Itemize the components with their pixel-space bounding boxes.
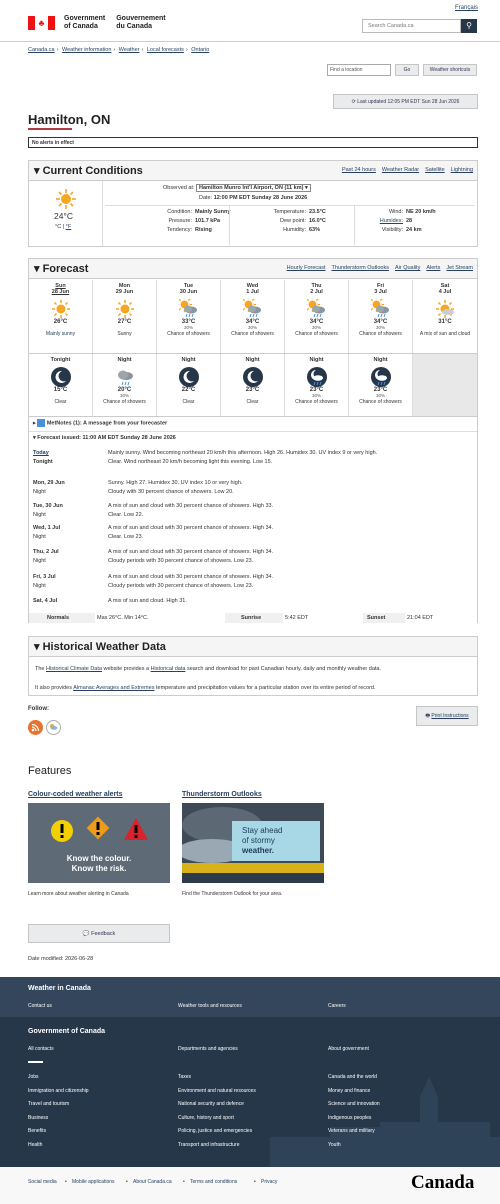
day-condition: A mix of sun and cloud: [419, 331, 471, 337]
current-conditions-title[interactable]: ▾ Current Conditions: [34, 165, 143, 177]
forecast-day[interactable]: [93, 280, 157, 353]
day-date: 30 Jun: [179, 289, 198, 295]
night-icon-wrap: [221, 367, 284, 387]
day-icon-wrap: [29, 299, 92, 319]
date-label: Date:: [199, 195, 213, 201]
forecast-night[interactable]: [221, 354, 285, 416]
forecast-day[interactable]: [285, 280, 349, 353]
day-pop: 30%: [183, 325, 193, 330]
day-condition: Mainly sunny: [45, 331, 76, 337]
cc-col3-values: [406, 208, 436, 235]
detail-period: Sat, 4 Jul: [33, 598, 58, 604]
footer-topic-link[interactable]: Money and finance: [328, 1087, 371, 1094]
canada-wordmark: Canada: [411, 1172, 475, 1193]
night-name: Tonight: [50, 357, 71, 363]
search-input[interactable]: Search Canada.ca: [362, 19, 461, 33]
day-name: Mon: [118, 283, 131, 289]
temperature-label: Temperature:: [273, 209, 306, 215]
follow-label: Follow:: [28, 706, 49, 712]
night-name: Night: [245, 357, 260, 363]
footer-bottom-bar: [0, 1167, 500, 1204]
humidity-label: Humidity:: [283, 227, 306, 233]
sunrise-label: Sunrise: [241, 615, 262, 621]
feedback-label: Feedback: [91, 931, 116, 937]
footer-topic-link[interactable]: Transport and infrastructure: [178, 1141, 240, 1148]
forecast-issued-toggle[interactable]: ▾ Forecast issued: 11:00 AM EDT Sunday 28 June 2026: [33, 435, 176, 441]
day-date: 28 Jun: [51, 289, 70, 295]
day-name: Sun: [55, 283, 66, 289]
feature-desc-thunderstorm: Find the Thunderstorm Outlook for your area.: [182, 891, 283, 897]
breadcrumb-item[interactable]: Weather information: [61, 47, 112, 53]
day-pop: 30%: [247, 325, 257, 330]
footer-government-section: [0, 1017, 500, 1167]
detail-text-night: Cloudy periods with 30 percent chance of showers. Low 23.: [108, 582, 254, 589]
link-weather-radar[interactable]: Weather Radar: [381, 167, 420, 173]
detail-text: A mix of sun and cloud. High 31.: [108, 598, 187, 604]
cc-col3-labels: [359, 208, 403, 235]
moon-icon: [179, 367, 199, 387]
forecast-night[interactable]: [285, 354, 349, 416]
footer-bottom-link[interactable]: Terms and conditions: [190, 1179, 238, 1185]
day-icon-wrap: [285, 299, 348, 319]
day-name: Tue: [183, 283, 194, 289]
almanac-link[interactable]: Almanac Averages and Extremes: [73, 685, 155, 691]
link-satellite[interactable]: Satellite: [425, 167, 445, 173]
station-value: Hamilton Munro Int'l Airport, ON (11 km): [199, 185, 304, 191]
day-condition: Chance of showers: [295, 331, 338, 337]
detail-text: A mix of sun and cloud with 30 percent chance of showers. High 34.: [108, 525, 274, 531]
day-temp: 34°C: [309, 319, 324, 325]
day-temp: 26°C: [53, 319, 68, 325]
historical-climate-data-link[interactable]: Historical Climate Data: [46, 666, 102, 672]
page-title: Hamilton, ON: [28, 112, 111, 127]
divider: [29, 431, 477, 432]
print-label: Print Instructions: [431, 713, 469, 719]
forecast-day[interactable]: [349, 280, 413, 353]
canada-flag-icon: ♣: [28, 16, 55, 30]
footer-topic-link[interactable]: Canada and the world: [328, 1074, 377, 1080]
unit-toggle: °C | °F: [55, 224, 72, 230]
cloud-rain-icon: [115, 367, 135, 387]
dewpoint-label: Dew point:: [280, 218, 306, 224]
link-hourly-forecast[interactable]: Hourly Forecast: [286, 265, 326, 271]
day-date: 2 Jul: [310, 289, 323, 295]
detail-period-night: Night: [33, 533, 46, 540]
parliament-silhouette: [270, 1077, 500, 1167]
day-temp: 31°C: [438, 319, 452, 325]
day-date: 4 Jul: [438, 289, 452, 295]
feedback-button[interactable]: [28, 924, 170, 943]
footer-link-contact[interactable]: Contact us: [28, 1003, 52, 1009]
storm-img-line1: Stay ahead: [242, 826, 283, 835]
alerts-img-line1: Know the colour.: [66, 854, 132, 863]
storm-img-line3: weather.: [242, 846, 275, 855]
detail-text-night: Clear. Low 23.: [108, 533, 144, 540]
historical-data-link[interactable]: Historical data: [150, 666, 186, 672]
breadcrumb-item[interactable]: Local forecasts: [146, 47, 184, 53]
footer-link-all-contacts[interactable]: All contacts: [28, 1046, 54, 1052]
forecast-day[interactable]: [29, 280, 93, 353]
storm-img-line2: of stormy: [242, 836, 275, 845]
night-temp: 15°C: [53, 387, 68, 393]
footer-topic-link[interactable]: Business: [28, 1114, 49, 1121]
night-icon-wrap: [349, 367, 412, 387]
night-condition: Chance of showers: [359, 399, 402, 405]
sun-cloud-rain-icon: [307, 299, 327, 319]
day-temp: 34°C: [373, 319, 388, 325]
footer-link-careers[interactable]: Careers: [328, 1003, 346, 1009]
footer-topic-link[interactable]: Veterans and military: [328, 1128, 375, 1134]
divider: [105, 205, 475, 206]
sig-en-1: Government: [64, 15, 106, 22]
thunderstorm-image: [182, 803, 324, 883]
forecast-title[interactable]: ▾ Forecast: [34, 263, 89, 275]
day-icon-wrap: [349, 299, 412, 319]
weather-alerts-image: [28, 803, 170, 883]
footer-weather-section: [0, 977, 500, 1017]
sunset-value: 21:04 EDT: [405, 613, 477, 623]
current-conditions-panel: [28, 160, 478, 247]
day-icon-wrap: [93, 299, 156, 319]
breadcrumb-item[interactable]: Canada.ca: [28, 47, 55, 53]
weather-shortcuts-button[interactable]: Weather shortcuts: [423, 64, 477, 76]
detail-text-night: Clear. Low 22.: [108, 511, 144, 518]
cc-col2-labels: [224, 208, 306, 235]
night-condition: Clear: [54, 399, 67, 405]
night-icon-wrap: [285, 367, 348, 387]
moon-cloud-rain-icon: [371, 367, 391, 387]
forecast-night[interactable]: [29, 354, 93, 416]
link-thunderstorm-outlooks[interactable]: Thunderstorm Outlooks: [331, 265, 389, 271]
date-modified: Date modified: 2026-06-28: [28, 956, 94, 962]
divider: [102, 181, 103, 246]
current-temperature: 24°C: [54, 211, 73, 221]
date-row: [199, 195, 307, 201]
detail-period[interactable]: Today: [33, 450, 49, 456]
cc-col1-labels: [122, 208, 192, 235]
moon-icon: [51, 367, 71, 387]
footer-topic-link[interactable]: Health: [28, 1141, 43, 1148]
day-condition: Chance of showers: [231, 331, 274, 337]
footer-divider: [28, 1061, 43, 1063]
metnotes-icon: [37, 419, 45, 427]
temperature-value: 23.5°C: [309, 209, 326, 215]
footer-separator: •: [65, 1179, 67, 1185]
tendency-label: Tendency:: [166, 227, 192, 233]
night-icon-wrap: [29, 367, 92, 387]
moon-cloud-rain-icon: [307, 367, 327, 387]
wind-label: Wind:: [388, 209, 403, 215]
night-condition: Chance of showers: [295, 399, 338, 405]
forecast-day[interactable]: [221, 280, 285, 353]
go-button[interactable]: Go: [395, 64, 419, 76]
moon-icon: [243, 367, 263, 387]
night-temp: 23°C: [309, 387, 324, 393]
forecast-day[interactable]: [413, 280, 477, 353]
night-pop: 30%: [375, 393, 385, 398]
metnotes-toggle[interactable]: ▸ MetNotes (1): A message from your forecaster: [33, 420, 168, 427]
night-temp: 23°C: [245, 387, 260, 393]
normals-value: Max 26°C. Min 14°C.: [95, 613, 225, 623]
footer-separator: •: [254, 1179, 256, 1185]
footer-topic-link[interactable]: Culture, history and sport: [178, 1114, 234, 1121]
forecast-detail-row: [33, 524, 473, 542]
forecast-panel: [28, 258, 478, 623]
pressure-value: 101.7 kPa: [195, 218, 221, 224]
condition-label: Condition:: [167, 209, 192, 215]
title-underline: [28, 128, 72, 130]
alerts-img-line2: Know the risk.: [71, 864, 127, 873]
search-icon: ⚲: [466, 21, 472, 30]
link-past-24-hours[interactable]: Past 24 hours: [341, 167, 376, 173]
historical-paragraph-1: The Historical Climate Data website provides a Historical data search and download for past Canadian hourly, daily and monthly weather data.: [35, 666, 381, 672]
sunset-label: Sunset: [367, 615, 386, 621]
visibility-label: Visibility:: [381, 227, 403, 233]
day-name: Fri: [376, 283, 385, 289]
metnotes-label: MetNotes (1): A message from your forecaster: [46, 420, 168, 427]
detail-period: Fri, 3 Jul: [33, 574, 56, 580]
print-instructions-button[interactable]: [416, 706, 478, 726]
feature-title-thunderstorm[interactable]: Thunderstorm Outlooks: [182, 791, 262, 798]
footer-separator: •: [183, 1179, 185, 1185]
sig-en-2: of Canada: [64, 23, 98, 30]
sig-fr-2: du Canada: [116, 23, 153, 30]
footer-bottom-link[interactable]: Privacy: [261, 1179, 278, 1185]
cc-col2-values: [309, 208, 326, 235]
day-condition: Sunny: [117, 331, 132, 337]
night-icon-wrap: [93, 367, 156, 387]
normals-label: Normals: [47, 615, 70, 621]
language-toggle-link[interactable]: Français: [454, 5, 478, 11]
day-condition: Chance of showers: [167, 331, 210, 337]
search-button[interactable]: [461, 19, 477, 33]
empty-night-cell: [413, 354, 477, 416]
sunrise-value: 5:42 EDT: [283, 613, 363, 623]
day-name: Thu: [311, 283, 322, 289]
sun-icon: [115, 299, 135, 319]
footer-separator: •: [126, 1179, 128, 1185]
detail-text-night: Cloudy periods with 30 percent chance of showers. Low 23.: [108, 557, 254, 564]
night-pop: 30%: [119, 393, 129, 398]
night-condition: Clear: [182, 399, 195, 405]
unit-celsius: °C: [55, 224, 62, 230]
footer-weather-title: Weather in Canada: [28, 985, 91, 992]
forecast-detail-row: [33, 502, 473, 520]
sun-icon: [56, 189, 76, 209]
humidity-value: 63%: [309, 227, 321, 233]
feature-desc-alerts: Learn more about weather alerting in Canada: [28, 891, 129, 897]
observed-label: Observed at:: [163, 185, 195, 191]
forecast-night[interactable]: [157, 354, 221, 416]
station-select[interactable]: Hamilton Munro Int'l Airport, ON (11 km) ▾: [196, 184, 311, 192]
forecast-detail-row: [33, 548, 473, 566]
footer-topic-link[interactable]: Indigenous peoples: [328, 1114, 372, 1121]
footer-topic-link[interactable]: Environment and natural resources: [178, 1087, 256, 1094]
detail-period-night: Tonight: [33, 458, 53, 465]
feature-title-alerts[interactable]: Colour-coded weather alerts: [28, 791, 123, 798]
footer-topic-link[interactable]: Jobs: [28, 1074, 39, 1080]
historical-panel: [28, 636, 478, 696]
header-divider: [0, 41, 500, 42]
footer-bottom-link[interactable]: About Canada.ca: [133, 1179, 172, 1185]
day-icon-wrap: [157, 299, 220, 319]
print-icon: 🖶: [425, 713, 432, 719]
detail-text: A mix of sun and cloud with 30 percent chance of showers. High 34.: [108, 549, 274, 555]
footer-topic-link[interactable]: Taxes: [178, 1074, 192, 1080]
breadcrumb-item[interactable]: Weather: [118, 47, 140, 53]
historical-title[interactable]: ▾ Historical Weather Data: [34, 641, 166, 653]
date-value: 12:00 PM EDT Sunday 28 June 2026: [213, 195, 308, 201]
day-pop: 30%: [311, 325, 321, 330]
night-condition: Clear: [246, 399, 259, 405]
link-alerts[interactable]: Alerts: [426, 265, 441, 271]
breadcrumb: Canada.ca › Weather information › Weather › Local forecasts › Ontario: [28, 47, 210, 53]
night-pop: 30%: [311, 393, 321, 398]
sun-cloud-rain-icon: [179, 299, 199, 319]
day-temp: 27°C: [117, 319, 132, 325]
night-name: Night: [373, 357, 388, 363]
feedback-icon: 💬: [82, 931, 92, 937]
observed-row: [163, 185, 311, 191]
footer-topic-link[interactable]: Benefits: [28, 1128, 47, 1134]
forecast-day[interactable]: [157, 280, 221, 353]
sun-cloud-rain-icon: [243, 299, 263, 319]
detail-text: A mix of sun and cloud with 30 percent chance of showers. High 33.: [108, 503, 274, 509]
refresh-icon: ⟳: [351, 99, 358, 105]
alert-status: No alerts in effect: [28, 137, 478, 148]
footer-topic-link[interactable]: Travel and tourism: [28, 1101, 70, 1107]
pressure-label: Pressure:: [168, 218, 192, 224]
humidex-value: 28: [406, 218, 413, 224]
footer-link-about-gov[interactable]: About government: [328, 1046, 369, 1052]
link-lightning[interactable]: Lightning: [450, 167, 473, 173]
unit-fahrenheit-link[interactable]: °F: [65, 224, 72, 230]
government-signature[interactable]: [64, 15, 166, 31]
night-name: Night: [117, 357, 132, 363]
last-updated-button[interactable]: [333, 94, 478, 109]
historical-paragraph-2: It also provides Almanac Averages and Extremes temperature and precipitation values for a particular station over its entire period of record.: [35, 685, 376, 691]
detail-period-night: Night: [33, 557, 46, 564]
forecast-night[interactable]: [349, 354, 413, 416]
tendency-value: Rising: [195, 227, 212, 233]
night-temp: 20°C: [117, 387, 132, 393]
sun-cloud-rain-icon: [371, 299, 391, 319]
weathercan-app-icon[interactable]: [46, 720, 61, 735]
footer-topic-link[interactable]: Immigration and citizenship: [28, 1087, 89, 1094]
humidex-link[interactable]: Humidex:: [379, 218, 403, 224]
day-temp: 34°C: [245, 319, 260, 325]
detail-period-night: Night: [33, 582, 46, 589]
day-name: Wed: [246, 283, 259, 289]
rss-icon[interactable]: [28, 720, 43, 735]
detail-text-night: Cloudy with 30 percent chance of showers. Low 20.: [108, 488, 234, 495]
day-date: 3 Jul: [374, 289, 387, 295]
wind-value: NE 20 km/h: [406, 209, 436, 215]
footer-topic-link[interactable]: Science and innovation: [328, 1101, 380, 1107]
night-condition: Chance of showers: [103, 399, 146, 405]
footer-link-departments[interactable]: Departments and agencies: [178, 1046, 238, 1052]
detail-text: Mainly sunny. Wind becoming northeast 20 km/h this afternoon. High 26. Humidex 30. UV index 9 or very high.: [108, 450, 378, 456]
footer-gov-title: Government of Canada: [28, 1028, 106, 1035]
footer-topic-link[interactable]: Policing, justice and emergencies: [178, 1128, 253, 1134]
night-temp: 23°C: [373, 387, 388, 393]
divider: [29, 416, 477, 417]
link-air-quality[interactable]: Air Quality: [394, 265, 421, 271]
night-name: Night: [309, 357, 324, 363]
sun-cloud-icon: [435, 299, 455, 319]
detail-text: Sunny. High 27. Humidex 30. UV index 10 or very high.: [108, 480, 243, 486]
detail-period: Wed, 1 Jul: [33, 525, 61, 531]
condition-value: Mainly Sunny: [195, 209, 231, 215]
detail-text: A mix of sun and cloud with 30 percent chance of showers. High 34.: [108, 574, 274, 580]
detail-text-night: Clear. Wind northeast 20 km/h becoming light this evening. Low 15.: [108, 458, 273, 465]
features-heading: Features: [28, 765, 72, 777]
night-temp: 22°C: [181, 387, 196, 393]
day-pop: 30%: [375, 325, 385, 330]
feature-card-thunderstorm[interactable]: [182, 791, 324, 897]
divider: [354, 205, 355, 245]
day-temp: 33°C: [181, 319, 196, 325]
forecast-detail-row: [33, 479, 473, 497]
forecast-night[interactable]: [93, 354, 157, 416]
detail-period: Thu, 2 Jul: [33, 549, 59, 555]
normals-row: [29, 613, 477, 623]
footer-topic-link[interactable]: National security and defence: [178, 1101, 244, 1107]
visibility-value: 24 km: [406, 227, 422, 233]
link-jet-stream[interactable]: Jet Stream: [446, 265, 473, 271]
footer-bottom-link[interactable]: Social media: [28, 1179, 57, 1185]
feature-card-alerts[interactable]: [28, 791, 170, 897]
footer-bottom-link[interactable]: Mobile applications: [72, 1179, 115, 1185]
last-updated-text: Last updated 12:05 PM EDT Sun 28 Jun 2026: [357, 99, 460, 105]
footer-link-tools[interactable]: Weather tools and resources: [178, 1003, 242, 1009]
night-name: Night: [181, 357, 196, 363]
detail-period-night: Night: [33, 488, 46, 495]
dewpoint-value: 16.0°C: [309, 218, 326, 224]
sig-fr-1: Gouvernement: [116, 15, 166, 22]
location-search-input[interactable]: Find a location: [327, 64, 391, 76]
day-name: Sat: [440, 283, 450, 289]
day-condition: Chance of showers: [359, 331, 402, 337]
breadcrumb-item[interactable]: Ontario: [191, 47, 210, 53]
forecast-issued-label: Forecast issued: 11:00 AM EDT Sunday 28 June 2026: [37, 435, 176, 441]
detail-period-night: Night: [33, 511, 46, 518]
day-date: 29 Jun: [115, 289, 134, 295]
forecast-detail-row: [33, 573, 473, 591]
detail-period: Tue, 30 Jun: [33, 503, 63, 509]
detail-period: Mon, 29 Jun: [33, 480, 65, 486]
night-icon-wrap: [157, 367, 220, 387]
day-icon-wrap: [413, 299, 477, 319]
day-date: 1 Jul: [246, 289, 259, 295]
sun-icon: [51, 299, 71, 319]
forecast-detail-row: [33, 449, 473, 467]
day-icon-wrap: [221, 299, 284, 319]
footer-topic-link[interactable]: Youth: [328, 1141, 341, 1148]
